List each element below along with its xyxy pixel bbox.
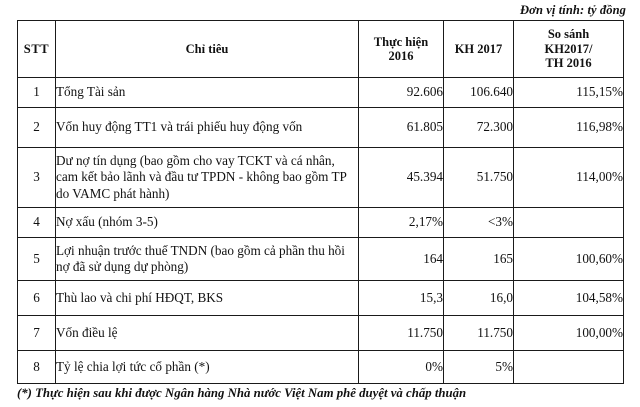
cell-comparison — [514, 208, 624, 238]
table-row — [18, 148, 624, 208]
cell-stt: 2 — [18, 108, 56, 148]
unit-note: Đơn vị tính: tỷ đồng — [520, 3, 626, 17]
column-header-indicator: Chỉ tiêu — [56, 21, 359, 78]
column-header-actual-2016-line2: 2016 — [388, 49, 414, 63]
cell-indicator: Vốn huy động TT1 và trái phiếu huy động vốn — [56, 108, 359, 148]
cell-plan-2017: 11.750 — [444, 316, 514, 351]
cell-actual-2016: 2,17% — [359, 208, 444, 238]
kpi-table — [17, 20, 624, 384]
cell-plan-2017: 5% — [444, 351, 514, 384]
table-row — [18, 238, 624, 281]
column-header-comparison — [514, 21, 624, 78]
table-row — [18, 78, 624, 108]
cell-plan-2017: 51.750 — [444, 148, 514, 208]
cell-stt: 1 — [18, 78, 56, 108]
kpi-table-container — [17, 20, 623, 384]
cell-actual-2016: 164 — [359, 238, 444, 281]
cell-actual-2016: 92.606 — [359, 78, 444, 108]
column-header-comparison-line2: KH2017/ — [544, 41, 593, 56]
cell-comparison: 100,00% — [514, 316, 624, 351]
cell-comparison — [514, 351, 624, 384]
cell-plan-2017: 165 — [444, 238, 514, 281]
cell-plan-2017: 106.640 — [444, 78, 514, 108]
cell-stt: 6 — [18, 281, 56, 316]
table-row — [18, 208, 624, 238]
cell-stt: 8 — [18, 351, 56, 384]
column-header-comparison-line3: TH 2016 — [545, 56, 592, 71]
cell-indicator: Dư nợ tín dụng (bao gồm cho vay TCKT và cá nhân, cam kết bảo lãnh và đầu tư TPDN - không bao gồm TP do VAMC phát hành) — [56, 148, 359, 208]
cell-indicator: Thù lao và chi phí HĐQT, BKS — [56, 281, 359, 316]
table-row — [18, 108, 624, 148]
cell-plan-2017: <3% — [444, 208, 514, 238]
cell-indicator: Tỷ lệ chia lợi tức cổ phần (*) — [56, 351, 359, 384]
cell-actual-2016: 45.394 — [359, 148, 444, 208]
table-row — [18, 351, 624, 384]
cell-indicator: Lợi nhuận trước thuế TNDN (bao gồm cả phần thu hồi nợ đã sử dụng dự phòng) — [56, 238, 359, 281]
table-header — [18, 21, 624, 78]
cell-indicator: Tổng Tài sản — [56, 78, 359, 108]
table-row — [18, 316, 624, 351]
column-header-plan-2017: KH 2017 — [444, 21, 514, 78]
cell-indicator: Vốn điều lệ — [56, 316, 359, 351]
footnote: (*) Thực hiện sau khi được Ngân hàng Nhà nước Việt Nam phê duyệt và chấp thuận — [17, 386, 467, 400]
cell-comparison: 115,15% — [514, 78, 624, 108]
cell-stt: 5 — [18, 238, 56, 281]
cell-actual-2016: 61.805 — [359, 108, 444, 148]
cell-plan-2017: 72.300 — [444, 108, 514, 148]
column-header-stt: STT — [18, 21, 56, 78]
cell-actual-2016: 11.750 — [359, 316, 444, 351]
column-header-actual-2016-line1: Thực hiện — [373, 34, 429, 49]
header-row — [18, 21, 624, 78]
cell-stt: 3 — [18, 148, 56, 208]
table-body — [18, 78, 624, 384]
cell-stt: 7 — [18, 316, 56, 351]
cell-indicator: Nợ xấu (nhóm 3-5) — [56, 208, 359, 238]
column-header-comparison-line1: So sánh — [547, 27, 590, 42]
cell-comparison: 114,00% — [514, 148, 624, 208]
cell-comparison: 100,60% — [514, 238, 624, 281]
table-row — [18, 281, 624, 316]
cell-plan-2017: 16,0 — [444, 281, 514, 316]
cell-comparison: 116,98% — [514, 108, 624, 148]
cell-comparison: 104,58% — [514, 281, 624, 316]
cell-actual-2016: 0% — [359, 351, 444, 384]
column-header-actual-2016 — [359, 21, 444, 78]
cell-stt: 4 — [18, 208, 56, 238]
cell-actual-2016: 15,3 — [359, 281, 444, 316]
